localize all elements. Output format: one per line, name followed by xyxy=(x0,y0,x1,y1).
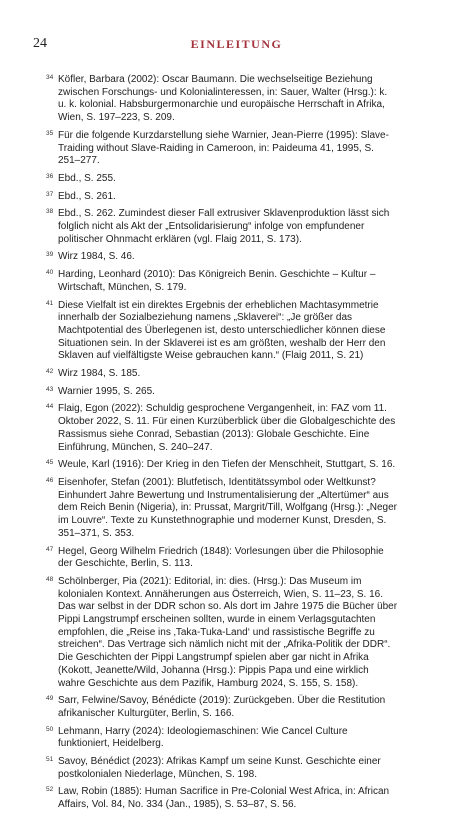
footnote xyxy=(46,172,398,186)
footnote xyxy=(46,385,398,399)
footnote-number: 47 xyxy=(46,545,54,553)
footnote-number: 51 xyxy=(46,756,54,764)
footnote-number: 42 xyxy=(46,368,54,376)
page-number: 24 xyxy=(33,36,47,51)
footnote-number: 48 xyxy=(46,575,54,583)
footnote xyxy=(46,756,398,781)
footnote-text: Köfler, Barbara (2002): Oscar Baumann. Die wechselseitige Beziehung zwischen Forschungs- und Kolonialinteressen, in: Sauer, Walter (Hrsg.): k. u. k. kolonial. Habsburgermonarchie und europäische Herrschaft in Afrika, Wien, S. 197–223, S. 209. xyxy=(58,74,388,124)
page-header xyxy=(33,36,440,54)
footnote-text: Savoy, Bénédict (2023): Afrikas Kampf um seine Kunst. Geschichte einer postkolonialen Niederlage, München, S. 198. xyxy=(58,756,381,780)
footnote-number: 46 xyxy=(46,476,54,484)
footnote xyxy=(46,725,398,751)
footnote-text: Law, Robin (1885): Human Sacrifice in Pre-Colonial West Africa, in: African Affairs, Vol. 84, No. 334 (Jan., 1985), S. 53–87, S. 56. xyxy=(58,786,390,811)
footnote-number: 38 xyxy=(46,208,54,216)
footnote-text: Sarr, Felwine/Savoy, Bénédicte (2019): Zurückgeben. Über die Restitution afrikanischer Kulturgüter, Berlin, S. 166. xyxy=(58,695,386,719)
footnote-text: Harding, Leonhard (2010): Das Königreich Benin. Geschichte – Kultur – Wirtschaft, München, S. 179. xyxy=(58,269,376,293)
footnote xyxy=(46,575,398,690)
footnote-number: 40 xyxy=(46,269,54,277)
footnote xyxy=(46,476,398,541)
footnote-text: Für die folgende Kurzdarstellung siehe Warnier, Jean-Pierre (1995): Slave-Traiding without Slave-Raiding in Cameroon, in: Paideuma 41, 1995, S. 251–277. xyxy=(58,129,389,167)
footnote-number: 50 xyxy=(46,725,54,733)
footnote-number: 39 xyxy=(46,251,54,259)
footnote-text: Wirz 1984, S. 46. xyxy=(58,251,135,263)
footnote-text: Lehmann, Harry (2024): Ideologiemaschinen: Wie Cancel Culture funktioniert, Heidelberg. xyxy=(58,725,348,750)
footnote xyxy=(46,251,398,264)
footnote xyxy=(46,269,398,294)
footnote-text: Wirz 1984, S. 185. xyxy=(58,368,141,380)
footnote-text: Flaig, Egon (2022): Schuldig gesprochene Vergangenheit, in: FAZ vom 11. Oktober 2022, S. 11. Für einen Kurzüberblick über die Globalgeschichte des Rassismus siehe Conrad, Sebastian (2013): Globale Geschichte. Eine Einführung, München, S. 240–247. xyxy=(58,403,396,453)
footnotes-list xyxy=(46,74,398,817)
footnote-text: Ebd., S. 262. Zumindest dieser Fall extrusiver Sklavenproduktion lässt sich folglich nicht als Akt der „Entsolidarisierung“ infolge von empfundener politischer Ohnmacht erklären (vgl. Flaig 2011, S. 173). xyxy=(58,208,390,245)
footnote-text: Hegel, Georg Wilhelm Friedrich (1848): Vorlesungen über die Philosophie der Geschichte, Berlin, S. 113. xyxy=(58,545,384,570)
footnote xyxy=(46,403,398,454)
footnote-text: Warnier 1995, S. 265. xyxy=(58,385,155,397)
footnote-text: Ebd., S. 255. xyxy=(58,172,116,184)
footnote xyxy=(46,695,398,720)
footnote-number: 34 xyxy=(46,74,54,81)
footnote xyxy=(46,299,398,364)
footnote xyxy=(46,545,398,571)
footnote xyxy=(46,208,398,246)
running-head: EINLEITUNG xyxy=(190,37,283,51)
footnote-number: 36 xyxy=(46,172,54,180)
footnote xyxy=(46,368,398,381)
footnote-text: Weule, Karl (1916): Der Krieg in den Tiefen der Menschheit, Stuttgart, S. 16. xyxy=(58,459,396,471)
footnote-number: 41 xyxy=(46,299,54,307)
footnote xyxy=(46,190,398,204)
footnote-text: Eisenhofer, Stefan (2001): Blutfetisch, Identitätssymbol oder Weltkunst? Einhundert Jahre Bewertung und Instrumentalisierung der „Altertümer“ aus dem Reich Benin (Nigeria), in: Prussat, Margrit/Till, Wolfgang (Hrsg.): „Neger im Louvre“. Texte zu Kunstethnographie und moderner Kunst, Dresden, S. 351–371, S. 353. xyxy=(58,476,397,539)
footnote-number: 37 xyxy=(46,190,54,198)
footnote-number: 49 xyxy=(46,695,54,703)
footnote xyxy=(46,786,398,811)
footnote-number: 44 xyxy=(46,403,54,411)
footnote-text: Diese Vielfalt ist ein direktes Ergebnis der erheblichen Machtasymmetrie innerhalb der Sozialbeziehung namens „Sklaverei“: „Je größer das Machtpotential des Überlegenen ist, desto unterschiedlicher können diese Situationen sein. In der Sklaverei ist es am größten, weshalb der Herr den Sklaven auf vielfältigste Weise gebrauchen kann.“ (Flaig 2011, S. 21) xyxy=(58,299,386,362)
footnote xyxy=(46,459,398,472)
footnote-text: Schölnberger, Pia (2021): Editorial, in: dies. (Hrsg.): Das Museum im kolonialen Kontext. Annäherungen aus Österreich, Wien, S. 11–23, S. 16. Das war selbst in der DDR schon so. Als dort im Jahre 1975 die Bücher über Pippi Langstrumpf erscheinen sollten, wurde in einem Verlagsgutachten empfohlen, die „Reise ins ‚Taka-Tuka-Land‘ und rassistische Begriffe zu streichen“. Das Vertrage sich nämlich nicht mit der „Afrika-Politik der DDR“. Die Geschichten der Pippi Langstrumpf spielen aber gar nicht in Afrika (Kokott, Jeanette/Wild, Johanna (Hrsg.): Pippis Papa und eine wirklich wahre Geschichte aus dem Pazifik, Hamburg 2024, S. 155, S. 158). xyxy=(58,575,398,689)
footnote-number: 35 xyxy=(46,129,54,137)
footnote xyxy=(46,74,398,125)
footnote-number: 52 xyxy=(46,786,54,794)
footnote xyxy=(46,129,398,168)
footnote-number: 45 xyxy=(46,459,54,467)
footnote-text: Ebd., S. 261. xyxy=(58,190,116,202)
footnote-number: 43 xyxy=(46,385,54,393)
